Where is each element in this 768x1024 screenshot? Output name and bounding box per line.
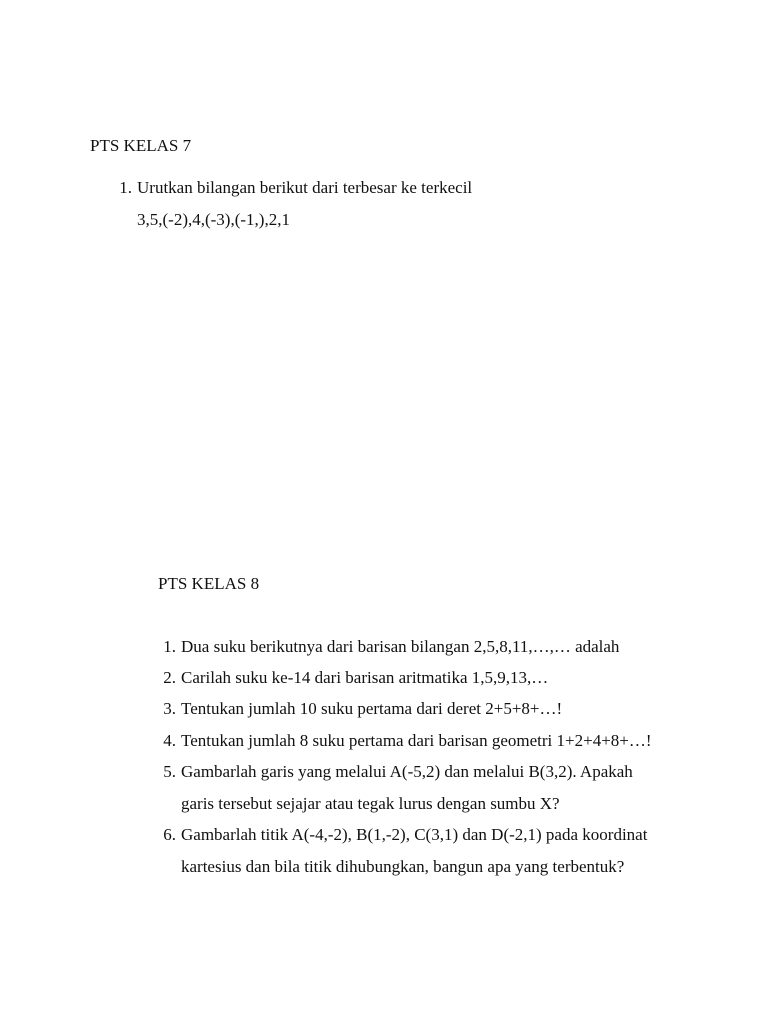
- section7-title: PTS KELAS 7: [90, 136, 192, 155]
- question-number: 1.: [119, 178, 132, 197]
- question-number: 2.: [163, 668, 176, 687]
- question-number: 5.: [163, 762, 176, 781]
- question-number: 1.: [163, 637, 176, 656]
- section8-title: PTS KELAS 8: [158, 574, 260, 593]
- question-text-continuation: garis tersebut sejajar atau tegak lurus dengan sumbu X?: [181, 794, 560, 813]
- question-text: Dua suku berikutnya dari barisan bilangan 2,5,8,11,…,… adalah: [181, 637, 620, 656]
- question-text-continuation: 3,5,(-2),4,(-3),(-1,),2,1: [137, 210, 290, 229]
- question-text: Gambarlah garis yang melalui A(-5,2) dan melalui B(3,2). Apakah: [181, 762, 633, 781]
- question-text: Carilah suku ke-14 dari barisan aritmatika 1,5,9,13,…: [181, 668, 549, 687]
- question-text: Gambarlah titik A(-4,-2), B(1,-2), C(3,1) dan D(-2,1) pada koordinat: [181, 825, 648, 844]
- question-text: Tentukan jumlah 8 suku pertama dari barisan geometri 1+2+4+8+…!: [181, 731, 652, 750]
- question-number: 4.: [163, 731, 176, 750]
- question-text: Tentukan jumlah 10 suku pertama dari deret 2+5+8+…!: [181, 699, 563, 718]
- question-text: Urutkan bilangan berikut dari terbesar ke terkecil: [137, 178, 473, 197]
- question-number: 3.: [163, 699, 176, 718]
- question-number: 6.: [163, 825, 176, 844]
- question-text-continuation: kartesius dan bila titik dihubungkan, bangun apa yang terbentuk?: [181, 857, 625, 876]
